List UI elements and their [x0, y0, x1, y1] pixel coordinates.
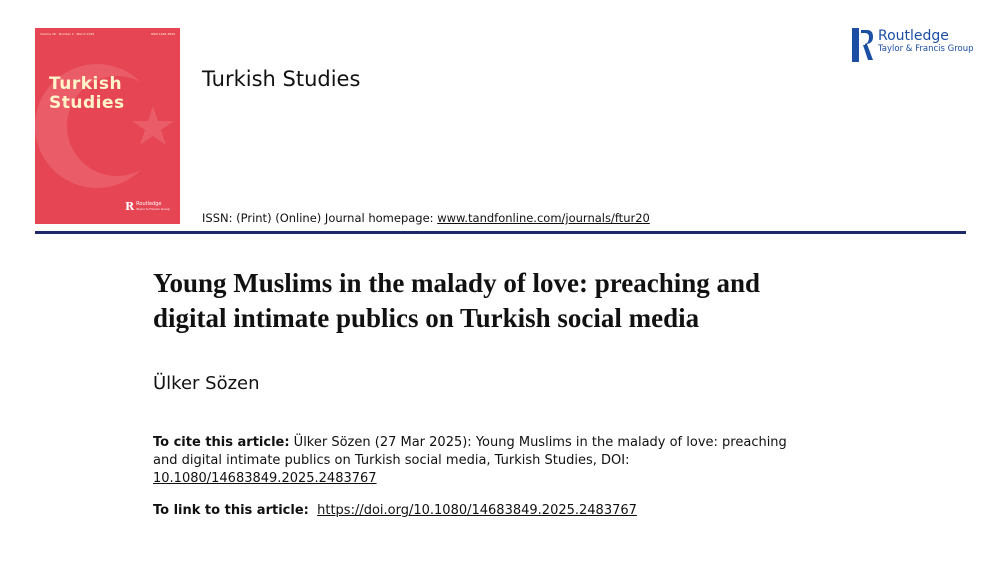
cover-header	[40, 32, 175, 36]
cite-label: To cite this article:	[153, 435, 290, 450]
cover-publisher-logo	[125, 200, 170, 213]
header-divider	[35, 231, 966, 234]
journal-homepage-link[interactable]: www.tandfonline.com/journals/ftur20	[437, 211, 650, 225]
routledge-logo-sub: Taylor & Francis Group	[878, 44, 974, 54]
journal-name: Turkish Studies	[202, 67, 361, 91]
article-link-block	[153, 502, 637, 520]
routledge-r-icon: R	[125, 200, 135, 213]
issn-line	[202, 211, 650, 225]
doi-link[interactable]: 10.1080/14683849.2025.2483767	[153, 471, 377, 486]
article-author[interactable]: Ülker Sözen	[153, 373, 260, 394]
routledge-logo-icon	[852, 28, 874, 62]
cover-volume-info: Volume 26 · Number 2 · March 2025	[40, 32, 95, 36]
issn-prefix: ISSN: (Print) (Online) Journal homepage:	[202, 211, 438, 225]
article-title: Young Muslims in the malady of love: preaching and digital intimate publics on Turkish social media	[153, 268, 761, 333]
journal-cover-image	[35, 28, 180, 224]
routledge-logo-name: Routledge	[878, 28, 949, 44]
cover-publisher-sub: Taylor & Francis Group	[136, 207, 170, 211]
cover-title	[49, 75, 169, 113]
crescent-star-icon	[35, 28, 180, 224]
routledge-logo[interactable]	[852, 28, 974, 62]
link-label: To link to this article:	[153, 503, 309, 518]
cover-publisher-name: Routledge	[136, 201, 162, 207]
cite-text: Ülker Sözen (27 Mar 2025): Young Muslims in the malady of love: preaching and digital intimate publics on Turkish social media, Turkish Studies, DOI:	[153, 435, 787, 468]
citation-block	[153, 434, 813, 488]
cover-issn: ISSN 1468-3849	[150, 32, 175, 36]
cover-title-line2: Studies	[49, 93, 125, 113]
article-url-link[interactable]: https://doi.org/10.1080/14683849.2025.2483767	[317, 503, 637, 518]
cover-title-line1: Turkish	[49, 74, 123, 94]
